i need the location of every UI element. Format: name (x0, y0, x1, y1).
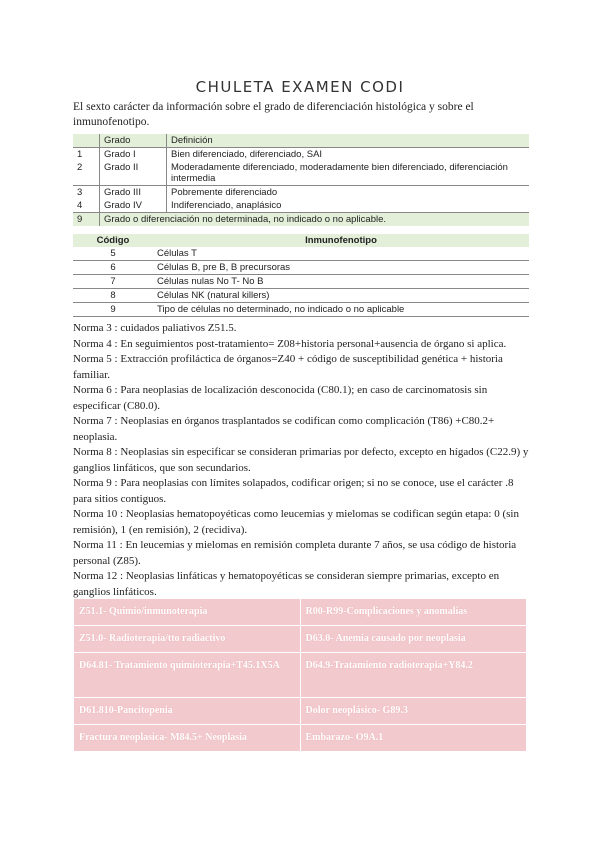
table-cell: Moderadamente diferenciado, moderadamente bien diferenciado, diferenciación intermedia (171, 162, 508, 184)
grid-row (74, 725, 527, 752)
table-row (73, 213, 529, 227)
table-cell: Células nulas No T- No B (153, 275, 529, 289)
table-cell: 1 (73, 148, 100, 162)
grid-cell: D61.810-Pancitopenia (74, 698, 301, 725)
table-header-row (73, 134, 529, 148)
table-row (73, 148, 529, 162)
grid-cell: R00-R99-Complicaciones y anomalías (300, 599, 527, 626)
table-cell: 9 (73, 303, 153, 317)
table-cell: 3 (73, 186, 100, 200)
grid-cell: D64.81- Tratamiento quimioterapia+T45.1X5A (74, 653, 301, 698)
table-cell: 8 (73, 289, 153, 303)
table-cell: Tipo de células no determinado, no indicado o no aplicable (153, 303, 529, 317)
table-header-cell: Código (73, 234, 153, 247)
table-cell: Grado III (100, 186, 167, 200)
normas-list (73, 321, 533, 600)
table-cell: Células B, pre B, B precursoras (153, 261, 529, 275)
table-row (73, 261, 529, 275)
table-cell: 7 (73, 275, 153, 289)
norma-item: Norma 8 : Neoplasias sin especificar se consideran primarias por defecto, excepto en hígados (C22.9) y ganglios linfáticos, que son secundarios. (73, 446, 529, 474)
table-cell: Grado I (100, 148, 167, 162)
norma-item: Norma 11 : En leucemias y mielomas en remisión completa durante 7 años, se usa código de historia personal (Z85). (73, 539, 517, 567)
grid-cell: Embarazo- O9A.1 (300, 725, 527, 752)
table-header-row (73, 234, 529, 247)
grid-row (74, 653, 527, 698)
table-row (73, 289, 529, 303)
table-cell: Pobremente diferenciado (167, 186, 530, 200)
table-cell: Células T (153, 247, 529, 261)
table-row (73, 303, 529, 317)
inmunofenotipo-table (73, 234, 529, 317)
table-cell: 5 (73, 247, 153, 261)
table-row (73, 161, 529, 186)
norma-item: Norma 5 : Extracción profiláctica de órganos=Z40 + código de susceptibilidad genética + historia familiar. (73, 353, 503, 381)
grid-cell: D63.0- Anemia causado por neoplasia (300, 626, 527, 653)
intro-paragraph: El sexto carácter da información sobre el grado de diferenciación histológica y sobre el inmunofenotipo. (73, 101, 474, 128)
codes-grid (73, 598, 527, 752)
norma-item: Norma 12 : Neoplasias linfáticas y hematopoyéticas se consideran siempre primarias, excepto en ganglios linfáticos. (73, 570, 500, 598)
table-cell: 9 (73, 213, 100, 227)
grid-row (74, 698, 527, 725)
table-cell: Grado II (100, 161, 167, 186)
table-row (73, 275, 529, 289)
norma-item: Norma 7 : Neoplasias en órganos trasplantados se codifican como complicación (T86) +C80.2+ neoplasia. (73, 415, 495, 443)
grid-row (74, 626, 527, 653)
norma-item: Norma 10 : Neoplasias hematopoyéticas como leucemias y mielomas se codifican según etapa: 0 (sin remisión), 1 (en remisión), 2 (recidiva). (73, 508, 519, 536)
grado-table (73, 134, 529, 226)
table-cell: 6 (73, 261, 153, 275)
table-cell: Células NK (natural killers) (153, 289, 529, 303)
table-cell: Grado IV (100, 199, 167, 213)
table-header-cell (73, 134, 100, 148)
grid-cell: Fractura neoplasica- M84.5+ Neoplasia (74, 725, 301, 752)
table-cell: 4 (73, 199, 100, 213)
table-header-cell: Grado (100, 134, 167, 148)
grid-cell: Z51.0- Radioterapia/tto radiactivo (74, 626, 301, 653)
table-header-cell: Inmunofenotipo (153, 234, 529, 247)
table-cell: Indiferenciado, anaplásico (171, 200, 282, 211)
table-row (73, 186, 529, 200)
norma-item: Norma 6 : Para neoplasias de localización desconocida (C80.1); en caso de carcinomatosis sin especificar (C80.0). (73, 384, 488, 412)
table-row (73, 247, 529, 261)
grid-cell: Z51.1- Quimio/inmunoterapia (74, 599, 301, 626)
norma-item: Norma 3 : cuidados paliativos Z51.5. (73, 322, 237, 334)
table-cell: Bien diferenciado, diferenciado, SAI (171, 149, 323, 160)
table-cell: 2 (73, 161, 100, 186)
page-title: CHULETA EXAMEN CODI (195, 78, 405, 96)
norma-item: Norma 9 : Para neoplasias con límites solapados, codificar origen; si no se conoce, use el carácter .8 para sitios contiguos. (73, 477, 514, 505)
table-row (73, 199, 529, 213)
grid-cell: D64.9-Tratamiento radioterapia+Y84.2 (300, 653, 527, 698)
grid-cell: Dolor neoplásico- G89.3 (300, 698, 527, 725)
table-header-cell: Definición (167, 134, 530, 148)
grid-row (74, 599, 527, 626)
table-cell: Grado o diferenciación no determinada, no indicado o no aplicable. (100, 213, 530, 227)
norma-item: Norma 4 : En seguimientos post-tratamiento= Z08+historia personal+ausencia de órgano si aplica. (73, 337, 507, 350)
